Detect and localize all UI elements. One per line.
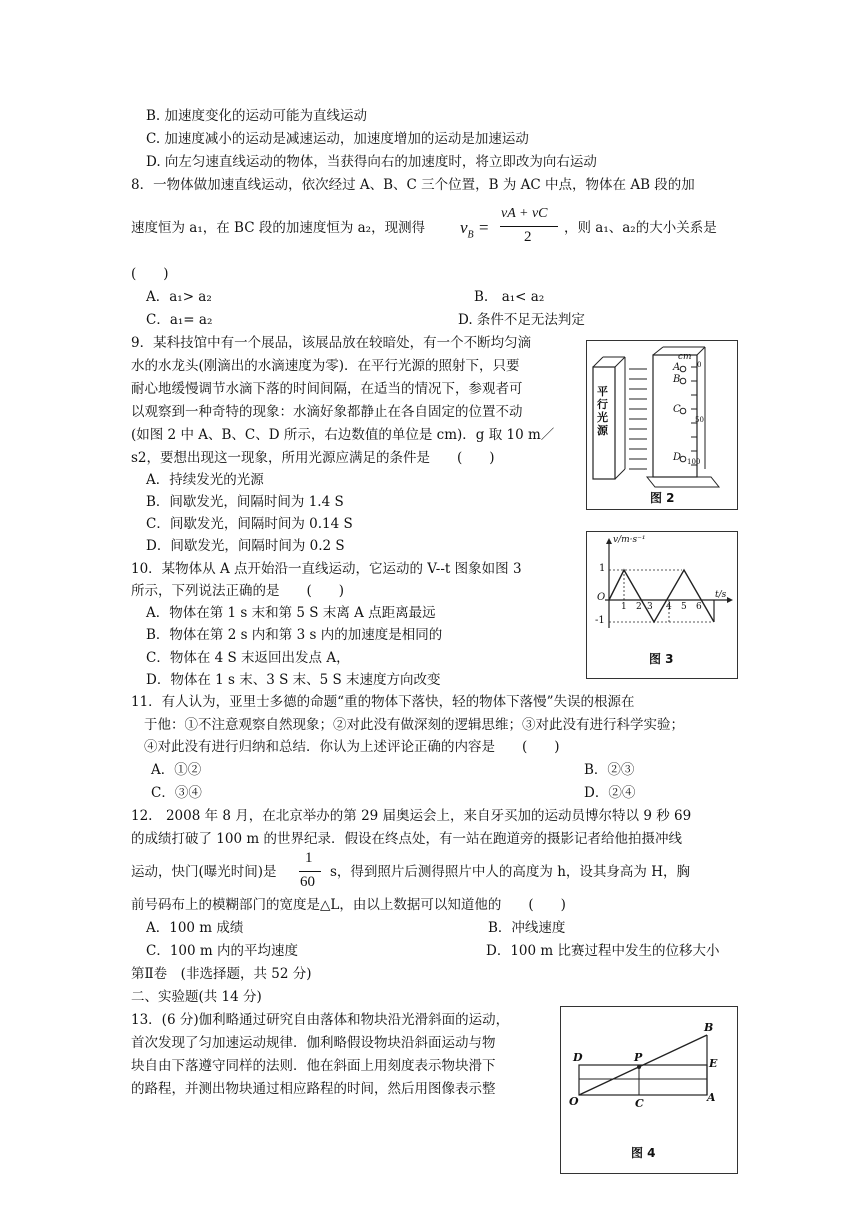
q12-option-c: C．100 m 内的平均速度 [146,943,298,959]
part2-title: 第Ⅱ卷 (非选择题，共 52 分) [131,966,312,982]
fig3-ytick-1: 1 [599,563,606,574]
drop-a [680,366,686,372]
fig3-origin: O [597,592,606,603]
parallel-light-label: 平行光源 [597,385,608,437]
q8-option-c: C．a₁= a₂ [146,312,213,328]
figure-3 [586,531,738,679]
q9-option-c: C．间歇发光，间隔时间为 0.14 S [146,516,353,532]
q12-stem-line3b: s，得到照片后测得照片中人的高度为 h，设其身高为 H，胸 [330,864,690,880]
section-title: 二、实验题(共 14 分) [131,989,262,1005]
fig2-point-d: D [673,452,682,463]
q9-option-a: A．持续发光的光源 [146,472,264,488]
q10-stem-line1: 10．某物体从 A 点开始沿一直线运动，它运动的 V--t 图象如图 3 [131,561,522,577]
q7-option-c: C. 加速度减小的运动是减速运动，加速度增加的运动是加速运动 [146,131,529,147]
fig4-caption: 图 4 [631,1146,656,1160]
q10-stem-line2: 所示，下列说法正确的是 ( ) [131,583,345,599]
q11-option-b: B．②③ [584,762,635,778]
q10-option-a: A．物体在第 1 s 末和第 5 S 末离 A 点距离最远 [146,605,436,621]
fig3-xtick-4: 4 [666,602,672,612]
fig4-point-d: D [573,1051,583,1064]
fig3-caption: 图 3 [649,652,674,666]
q10-option-b: B．物体在第 2 s 内和第 3 s 内的加速度是相同的 [146,627,443,643]
q11-stem-line3: ④对此没有进行归纳和总结．你认为上述评论正确的内容是 ( ) [144,739,560,755]
q12-stem-line3a: 运动，快门(曝光时间)是 [131,864,277,880]
q8-stem-line2b: ，则 a₁、a₂的大小关系是 [564,220,717,236]
q12-option-b: B．冲线速度 [488,920,566,936]
q9-stem-line6: s2，要想出现这一现象，所用光源应满足的条件是 ( ) [131,450,495,466]
point-p [637,1065,641,1069]
q7-option-b: B. 加速度变化的运动可能为直线运动 [146,108,368,124]
q8-stem-line2a: 速度恒为 a₁，在 BC 段的加速度恒为 a₂，现测得 [131,220,426,236]
fig2-unit: cm [678,352,692,362]
q13-stem-line1: 13．(6 分)伽利略通过研究自由落体和物块沿光滑斜面的运动， [131,1012,510,1028]
q8-option-a: A．a₁> a₂ [146,289,212,305]
fig3-xtick-5: 5 [681,602,687,612]
q10-option-c: C．物体在 4 S 末返回出发点 A， [146,650,350,666]
vt-line [609,570,714,622]
fig2-point-c: C [673,404,681,415]
q8-paren: ( ) [131,266,169,282]
figure-4 [560,1006,738,1174]
fig3-ytick-neg1: -1 [595,615,605,626]
q11-stem-line2: 于他：①不注意观察自然现象；②对此没有做深刻的逻辑思维；③对此没有进行科学实验； [144,717,684,733]
fig2-caption: 图 2 [650,491,675,505]
q8-option-d: D. 条件不足无法判定 [458,312,585,328]
q12-stem-line4: 前号码布上的模糊部门的宽度是△L，由以上数据可以知道他的 ( ) [131,897,566,913]
q12-stem-line2: 的成绩打破了 100 m 的世界纪录．假设在终点处，有一站在跑道旁的摄影记者给他拍摄冲线 [131,831,682,847]
fig3-xtick-3: 3 [647,602,653,612]
drop-d [680,456,686,462]
q13-stem-line3: 块自由下落遵守同样的法则．他在斜面上用刻度表示物块滑下 [131,1058,496,1074]
q13-stem-line4: 的路程，并测出物块通过相应路程的时间，然后用图像表示整 [131,1081,496,1097]
q10-option-d: D．物体在 1 s 末、3 S 末、5 S 末速度方向改变 [146,672,441,688]
fig4-point-o: O [569,1095,579,1108]
q8-stem-line1: 8．一物体做加速直线运动，依次经过 A、B、C 三个位置，B 为 AC 中点，物体在 AB 段的加 [131,177,695,193]
fig2-point-a: A [673,362,681,373]
formula-denominator: 2 [524,229,532,245]
q9-stem-line5: (如图 2 中 A、B、C、D 所示，右边数值的单位是 cm)．g 取 10 m／ [131,427,555,443]
fig3-xtick-1: 1 [621,602,627,612]
fig2-tick-0: 0 [697,361,702,369]
fraction-bar [500,226,558,227]
fig2-tick-100: 100 [687,458,701,466]
q9-stem-line3: 耐心地缓慢调节水滴下落的时间间隔，在适当的情况下，参观者可 [131,381,523,397]
fraction-bar [299,871,321,872]
drop-b [680,378,686,384]
figure-2 [586,340,738,510]
q9-stem-line1: 9．某科技馆中有一个展品，该展品放在较暗处，有一个不断均匀滴 [131,335,532,351]
q9-option-b: B．间歇发光，间隔时间为 1.4 S [146,494,344,510]
q11-option-c: C．③④ [151,785,202,801]
fig4-point-a: A [707,1091,716,1104]
drop-c [680,408,686,414]
fig4-point-b: B [704,1021,714,1034]
fig4-point-c: C [635,1097,644,1110]
fraction-numerator: 1 [305,850,313,866]
q12-option-d: D．100 m 比赛过程中发生的位移大小 [486,943,720,959]
q11-option-a: A．①② [151,762,202,778]
fig4-point-e: E [709,1057,718,1070]
q9-stem-line4: 以观察到一种奇特的现象：水滴好象都静止在各自固定的位置不动 [131,404,523,420]
fig3-xlabel: t/s [715,590,727,600]
q9-option-d: D．间歇发光，间隔时间为 0.2 S [146,538,345,554]
q9-stem-line2: 水的水龙头(刚滴出的水滴速度为零)．在平行光源的照射下，只要 [131,358,520,374]
fig3-xtick-2: 2 [636,602,642,612]
q13-stem-line2: 首次发现了匀加速运动规律．伽利略假设物块沿斜面运动与物 [131,1035,496,1051]
fig3-ylabel: v/m·s⁻¹ [613,535,646,545]
q8-option-b: B. a₁< a₂ [474,289,545,305]
fig2-tick-50: 50 [695,416,704,424]
q7-option-d: D. 向左匀速直线运动的物体，当获得向右的加速度时，将立即改为向右运动 [146,154,597,170]
fig3-xtick-6: 6 [696,602,702,612]
q12-option-a: A．100 m 成绩 [146,920,244,936]
fraction-denominator: 60 [300,874,315,890]
q11-stem-line1: 11．有人认为，亚里士多德的命题“重的物体下落快，轻的物体下落慢”失误的根源在 [131,694,635,710]
formula-vb: $v_B$ = [460,218,490,241]
q11-option-d: D．②④ [584,785,636,801]
formula-numerator: vA + vC [501,206,548,221]
fig2-point-b: B [673,374,681,385]
q12-stem-line1: 12. 2008 年 8 月，在北京举办的第 29 届奥运会上，来自牙买加的运动员博尔特以 9 秒 69 [131,808,692,824]
fig4-point-p: P [634,1051,643,1064]
